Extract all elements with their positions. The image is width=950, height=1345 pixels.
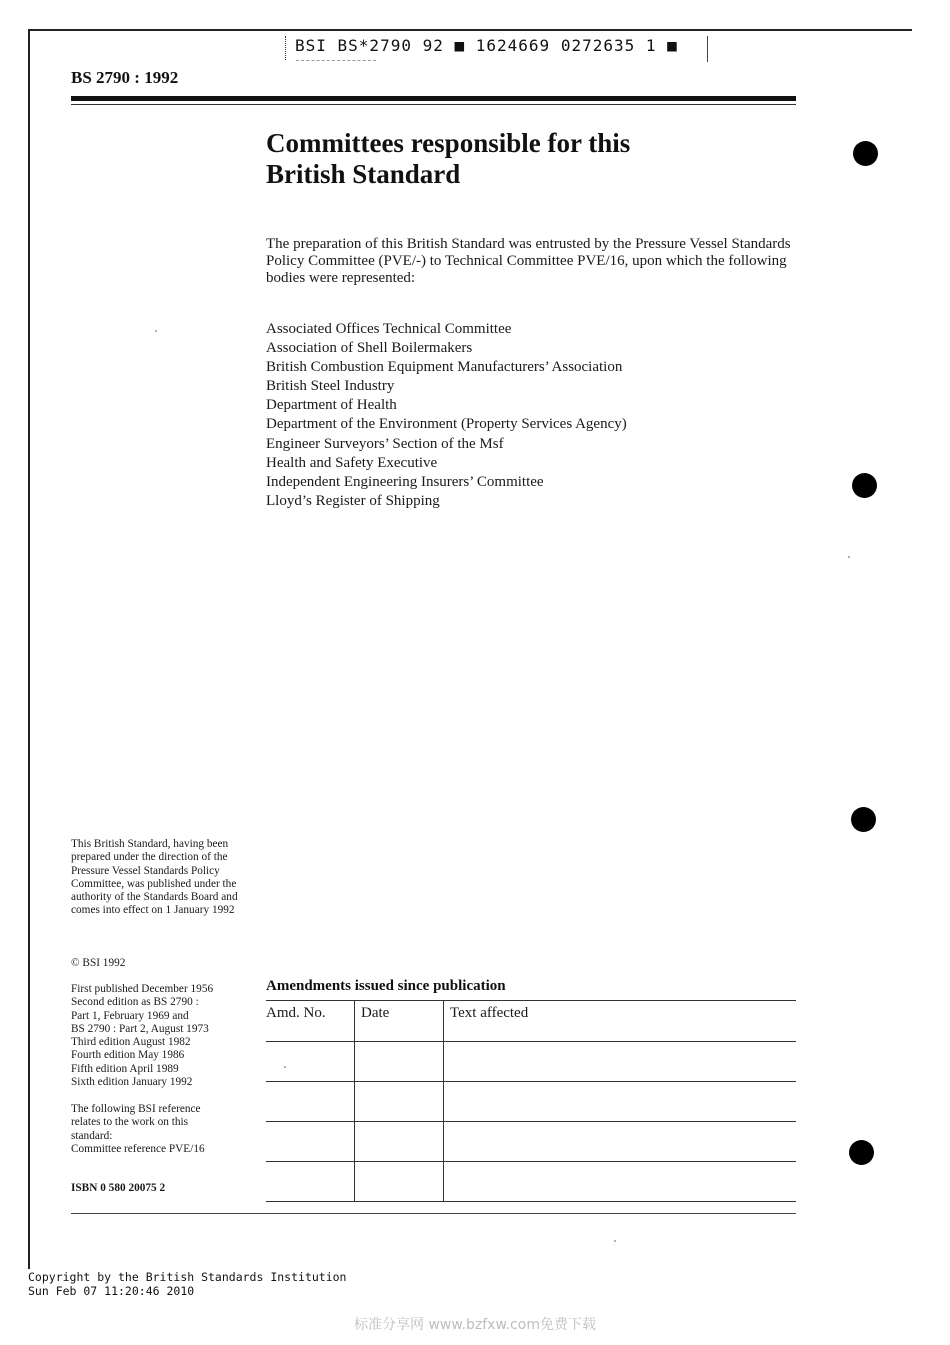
- list-item: Engineer Surveyors’ Section of the Msf: [266, 435, 504, 452]
- reference-line: Committee reference PVE/16: [71, 1142, 205, 1155]
- table-header-row: [266, 1001, 796, 1042]
- header-rule-thin: [71, 104, 796, 105]
- header-rule-thick: [71, 96, 796, 101]
- barcode-line: BSI BS*2790 92 ■ 1624669 0272635 1 ■: [295, 36, 678, 55]
- table-row: [266, 1122, 796, 1162]
- footer-rule: [71, 1213, 796, 1214]
- edition-line: BS 2790 : Part 2, August 1973: [71, 1022, 209, 1035]
- punch-hole-icon: [851, 807, 876, 832]
- table-cell: [355, 1042, 444, 1082]
- sidebar-committee-reference: [71, 1103, 249, 1156]
- isbn: ISBN 0 580 20075 2: [71, 1182, 166, 1194]
- edition-line: Second edition as BS 2790 :: [71, 996, 199, 1009]
- list-item: Associated Offices Technical Committee: [266, 321, 512, 337]
- amendments-table: [266, 1000, 796, 1202]
- scan-speck: [848, 556, 850, 558]
- punch-hole-icon: [853, 141, 878, 166]
- edition-line: Fifth edition April 1989: [71, 1062, 179, 1075]
- amendments-title: Amendments issued since publication: [266, 978, 506, 994]
- list-item: Independent Engineering Insurers’ Committee: [266, 473, 544, 490]
- edition-line: Sixth edition January 1992: [71, 1076, 193, 1089]
- list-item: Lloyd’s Register of Shipping: [266, 492, 440, 509]
- table-cell: [266, 1122, 355, 1162]
- page-title-line2: British Standard: [266, 159, 461, 189]
- table-cell: [266, 1042, 355, 1082]
- reference-line: The following BSI reference: [71, 1103, 201, 1115]
- edition-line: Part 1, February 1969 and: [71, 1009, 189, 1022]
- table-cell: [444, 1162, 797, 1202]
- page-title-line1: Committees responsible for this: [266, 128, 631, 158]
- list-item: Department of Health: [266, 397, 397, 414]
- table-row: [266, 1042, 796, 1082]
- table-cell: [266, 1082, 355, 1122]
- watermark: 标准分享网 www.bzfxw.com免费下载: [354, 1317, 596, 1333]
- sidebar-editions: [71, 983, 249, 1089]
- sidebar-copyright: © BSI 1992: [71, 957, 126, 969]
- table-cell: [266, 1162, 355, 1202]
- represented-bodies-list: [266, 320, 786, 511]
- punch-hole-icon: [852, 473, 877, 498]
- scan-speck: [155, 330, 157, 332]
- scan-speck: [284, 1066, 286, 1068]
- barcode-edge-left: [285, 36, 287, 60]
- list-item: Health and Safety Executive: [266, 454, 438, 471]
- sidebar-preamble: This British Standard, having been prepared under the direction of the Pressure Vessel Standards Policy Committee, was published under the authority of the Standards Board and comes into effect on 1 January 1992: [71, 838, 238, 917]
- scan-copyright-line: Sun Feb 07 11:20:46 2010: [28, 1284, 195, 1298]
- table-cell: [355, 1122, 444, 1162]
- edition-line: Third edition August 1982: [71, 1036, 191, 1049]
- table-row: [266, 1082, 796, 1122]
- column-header-amd-no: Amd. No.: [266, 1001, 355, 1042]
- scan-copyright-line: Copyright by the British Standards Institution: [28, 1270, 347, 1284]
- page-title: [266, 128, 786, 190]
- reference-line: standard:: [71, 1129, 113, 1142]
- standard-number: BS 2790 : 1992: [71, 68, 179, 87]
- scan-frame-left: [28, 29, 30, 1269]
- list-item: British Steel Industry: [266, 378, 395, 395]
- list-item: Association of Shell Boilermakers: [266, 340, 473, 357]
- edition-line: Fourth edition May 1986: [71, 1049, 185, 1062]
- reference-line: relates to the work on this: [71, 1116, 189, 1129]
- barcode-underline: [296, 60, 376, 62]
- table-cell: [444, 1082, 797, 1122]
- list-item: Department of the Environment (Property Services Agency): [266, 416, 627, 433]
- edition-line: First published December 1956: [71, 983, 214, 995]
- column-header-text-affected: Text affected: [444, 1001, 797, 1042]
- list-item: British Combustion Equipment Manufacturers’ Association: [266, 359, 623, 376]
- column-header-date: Date: [355, 1001, 444, 1042]
- scan-frame-top: [28, 29, 912, 31]
- barcode-edge-right: [707, 36, 708, 62]
- table-cell: [355, 1162, 444, 1202]
- table-row: [266, 1162, 796, 1202]
- table-cell: [444, 1042, 797, 1082]
- scan-speck: [614, 1240, 616, 1242]
- intro-paragraph: The preparation of this British Standard was entrusted by the Pressure Vessel Standards Policy Committee (PVE/-) to Technical Committee PVE/16, upon which the following bodies were represented:: [266, 236, 791, 286]
- table-cell: [355, 1082, 444, 1122]
- scan-copyright: [28, 1270, 347, 1298]
- punch-hole-icon: [849, 1140, 874, 1165]
- table-cell: [444, 1122, 797, 1162]
